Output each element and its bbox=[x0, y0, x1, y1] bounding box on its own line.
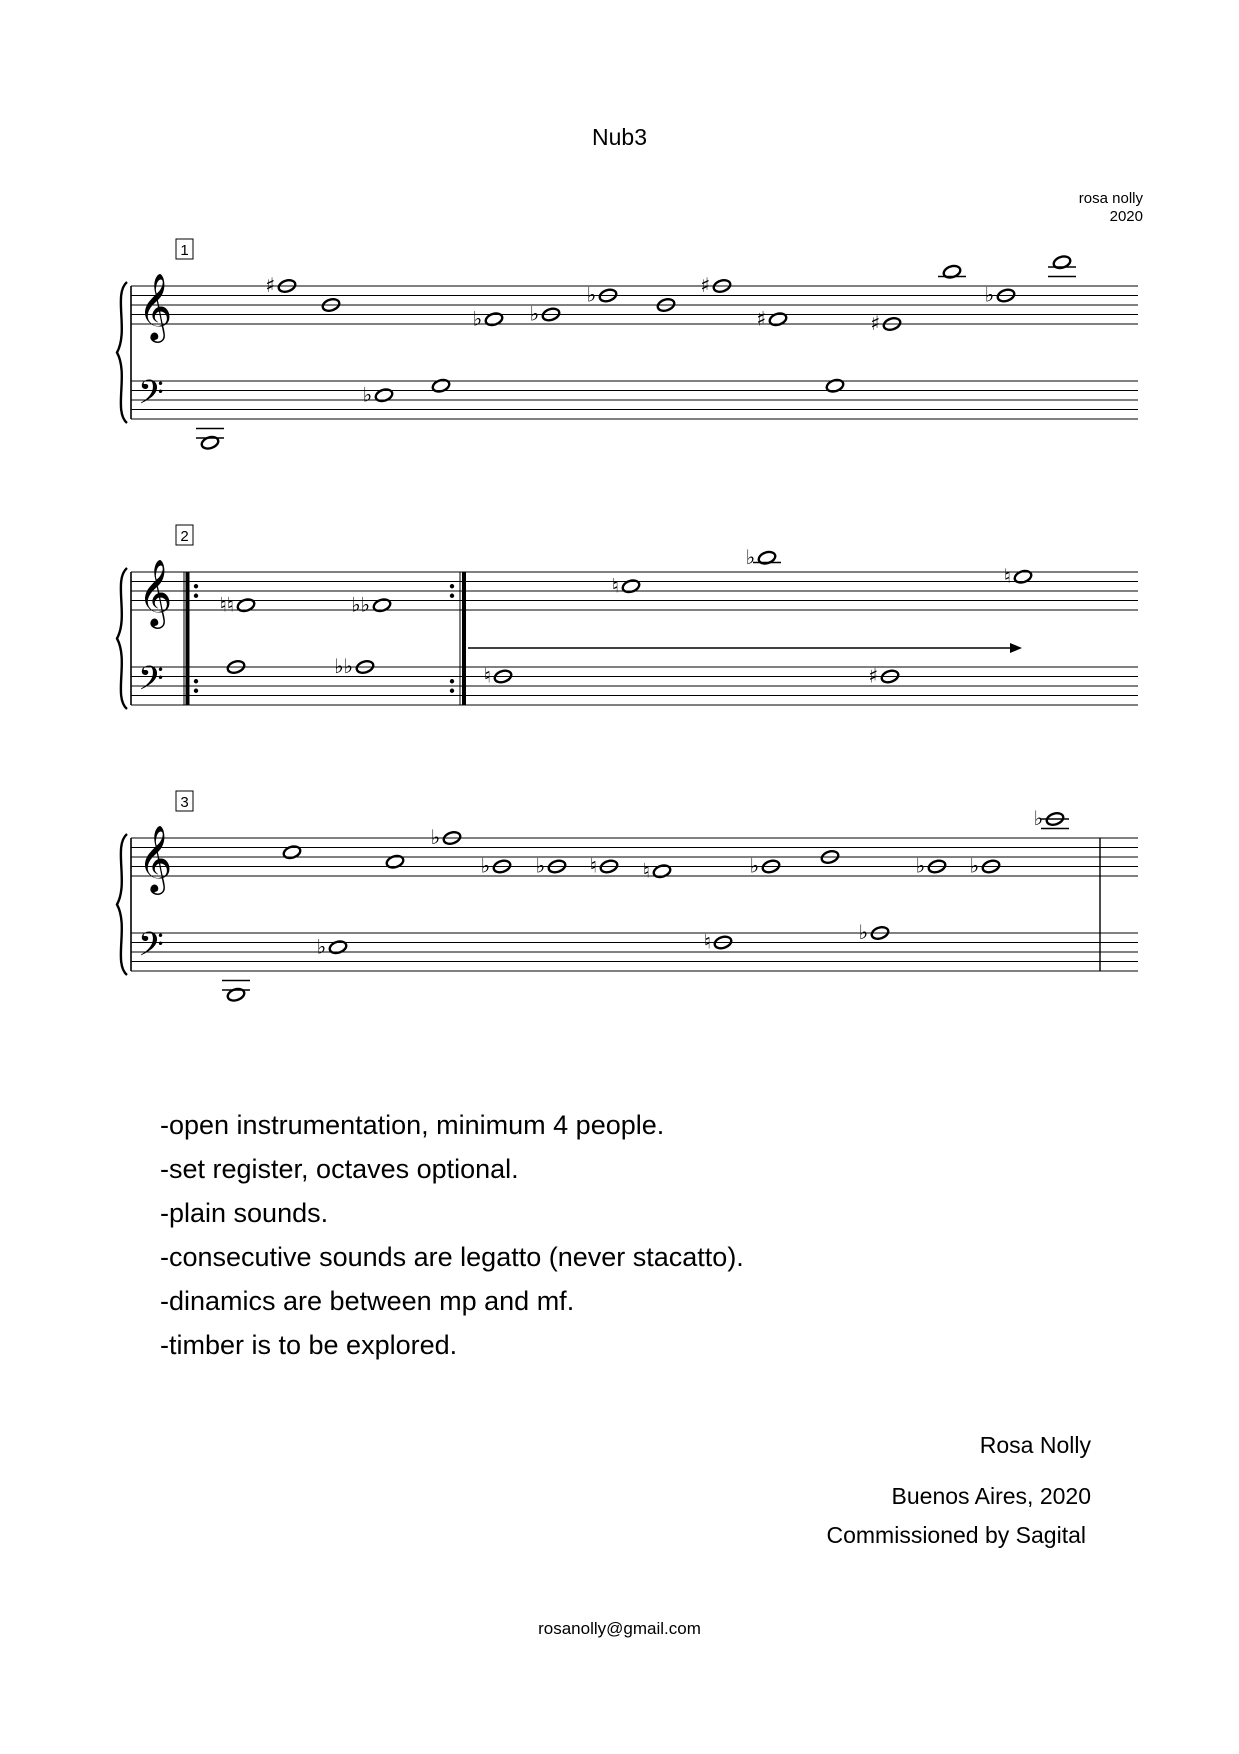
performance-note: -timber is to be explored. bbox=[160, 1330, 458, 1360]
repeat-dot bbox=[450, 679, 454, 683]
treble-clef: 𝄞 bbox=[138, 272, 173, 340]
whole-note bbox=[621, 578, 641, 594]
whole-note bbox=[236, 597, 256, 613]
composer-name: rosa nolly bbox=[1078, 190, 1143, 207]
performance-note: -consecutive sounds are legatto (never stacatto). bbox=[160, 1242, 744, 1272]
accidental: ♮ bbox=[642, 858, 650, 883]
accidental: ♮ bbox=[611, 573, 619, 598]
accidental: ♯ bbox=[265, 273, 275, 297]
whole-note bbox=[385, 854, 405, 870]
accidental: ♮♮ bbox=[219, 592, 234, 617]
accidental: ♭ bbox=[430, 825, 440, 849]
repeat-dot bbox=[194, 594, 198, 598]
accidental: ♮ bbox=[483, 663, 491, 688]
accidental: ♭ bbox=[535, 853, 545, 878]
brace bbox=[117, 282, 127, 423]
accidental: ♭ bbox=[316, 934, 326, 959]
accidental: ♭ bbox=[858, 920, 868, 944]
whole-note bbox=[328, 939, 348, 955]
accidental: ♭♭ bbox=[351, 592, 370, 617]
repeat-dot bbox=[450, 594, 454, 598]
performance-note: -set register, octaves optional. bbox=[160, 1154, 519, 1184]
performance-note: -dinamics are between mp and mf. bbox=[160, 1286, 575, 1316]
whole-note bbox=[372, 597, 392, 613]
performance-note: -plain sounds. bbox=[160, 1198, 329, 1228]
signature-commission: Commissioned by Sagital bbox=[826, 1522, 1086, 1548]
signature-place-date: Buenos Aires, 2020 bbox=[891, 1483, 1091, 1509]
repeat-dot bbox=[194, 679, 198, 683]
repeat-dot bbox=[194, 689, 198, 693]
accidental: ♯ bbox=[870, 311, 880, 335]
whole-note bbox=[484, 311, 504, 327]
whole-note bbox=[825, 378, 845, 394]
performance-note: -open instrumentation, minimum 4 people. bbox=[160, 1110, 665, 1140]
accidental: ♮ bbox=[1003, 563, 1011, 588]
rehearsal-mark: 1 bbox=[180, 242, 189, 259]
whole-note bbox=[1013, 569, 1033, 585]
repeat-dot bbox=[194, 584, 198, 588]
accidental: ♭ bbox=[362, 382, 372, 407]
page-title: Nub3 bbox=[592, 124, 647, 150]
accidental: ♭ bbox=[529, 301, 539, 326]
whole-note bbox=[431, 378, 451, 394]
bass-clef: 𝄢 bbox=[138, 660, 164, 706]
accidental: ♭ bbox=[1033, 806, 1043, 830]
accidental: ♮ bbox=[703, 929, 711, 954]
composition-year: 2020 bbox=[1109, 208, 1143, 225]
brace bbox=[117, 834, 127, 975]
contact-email: rosanolly@gmail.com bbox=[538, 1619, 701, 1638]
accidental: ♯ bbox=[868, 663, 878, 688]
repeat-dot bbox=[450, 584, 454, 588]
accidental: ♭ bbox=[480, 853, 490, 878]
performance-notes bbox=[160, 1103, 744, 1367]
whole-note bbox=[768, 311, 788, 327]
accidental: ♮ bbox=[589, 853, 597, 878]
accidental: ♯ bbox=[756, 306, 766, 331]
bass-clef: 𝄢 bbox=[138, 926, 164, 972]
accidental: ♭ bbox=[969, 853, 979, 878]
whole-note bbox=[374, 387, 394, 403]
accidental: ♭ bbox=[745, 544, 755, 569]
accidental: ♯ bbox=[700, 273, 710, 297]
accidental: ♭ bbox=[915, 853, 925, 878]
arrow-head bbox=[1010, 643, 1022, 653]
whole-note bbox=[652, 863, 672, 879]
whole-note bbox=[282, 844, 302, 860]
rehearsal-mark: 2 bbox=[180, 528, 189, 545]
treble-clef: 𝄞 bbox=[138, 824, 173, 892]
brace bbox=[117, 568, 127, 709]
accidental: ♭ bbox=[984, 282, 994, 307]
treble-clef: 𝄞 bbox=[138, 558, 173, 626]
accidental: ♭ bbox=[749, 853, 759, 878]
bass-clef: 𝄢 bbox=[138, 374, 164, 420]
rehearsal-mark: 3 bbox=[180, 794, 189, 811]
repeat-dot bbox=[450, 689, 454, 693]
signature-name: Rosa Nolly bbox=[979, 1432, 1091, 1458]
accidental: ♭ bbox=[472, 306, 482, 331]
accidental: ♭♭ bbox=[334, 654, 353, 678]
accidental: ♭ bbox=[586, 282, 596, 307]
